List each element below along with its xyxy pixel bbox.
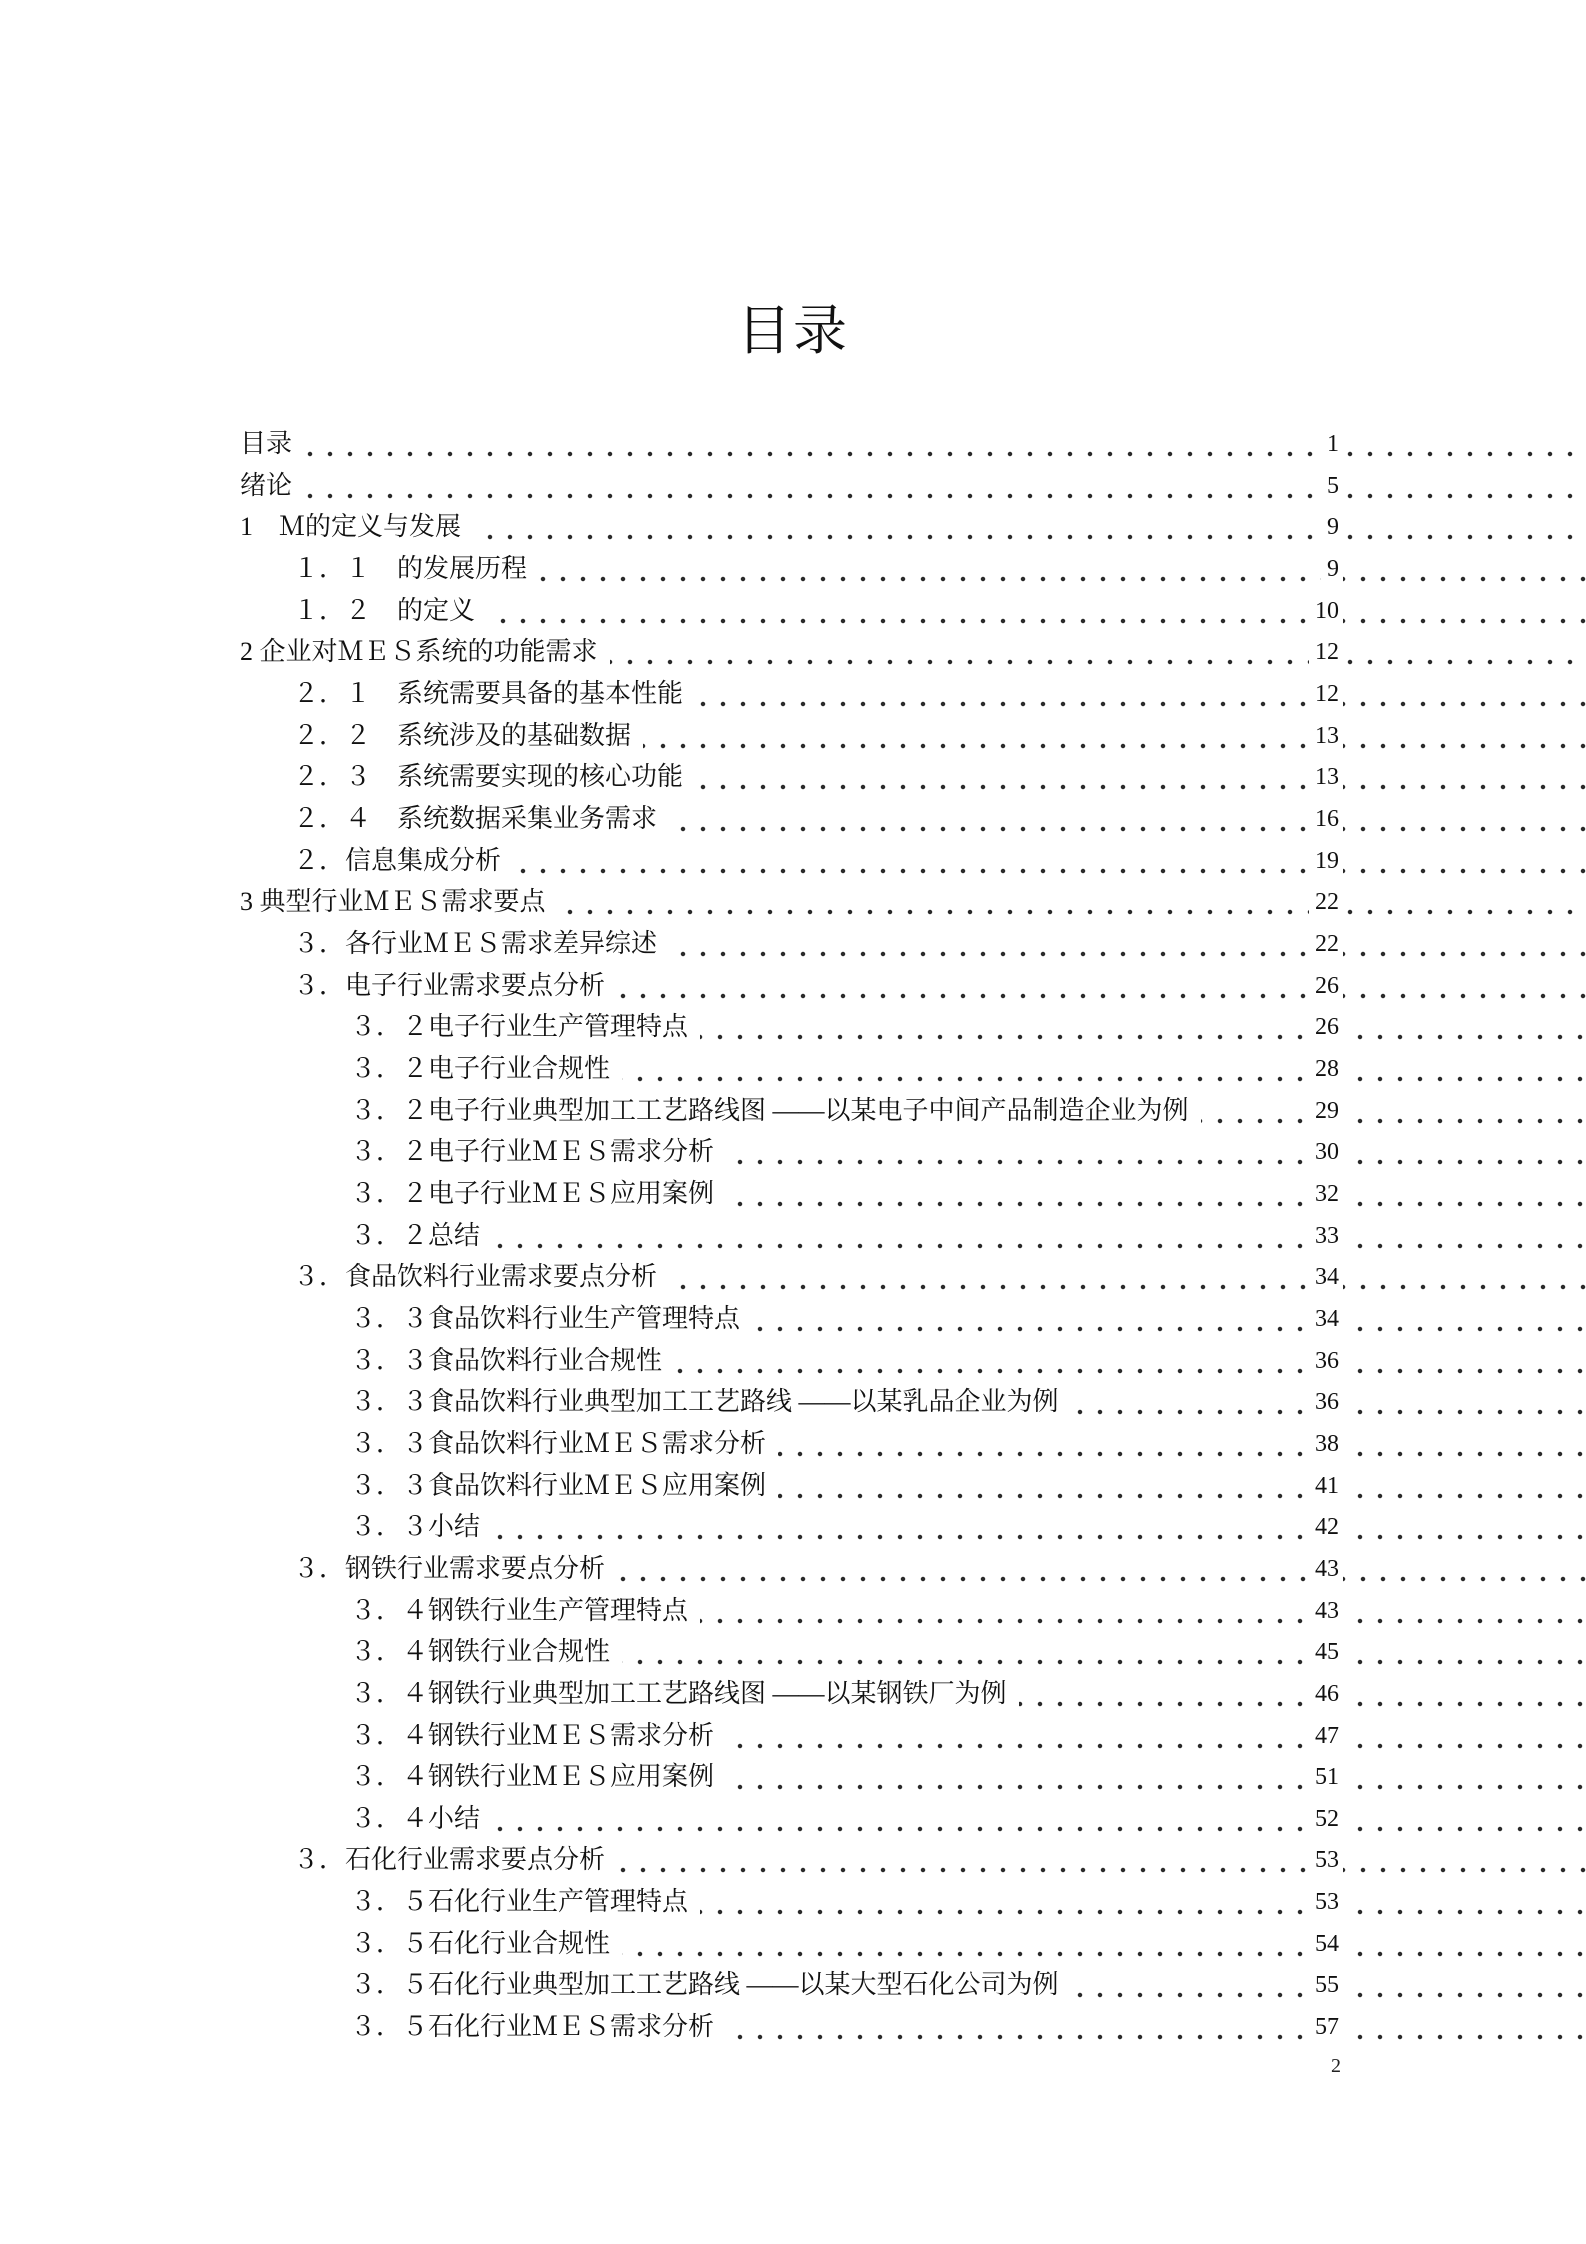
- toc-entry-page-number: 52: [1309, 1798, 1343, 1840]
- toc-entry-title: ３．石化行业需求要点分析: [293, 1839, 617, 1881]
- toc-entry-page-number: 42: [1309, 1506, 1343, 1548]
- toc-entry[interactable]: [350, 1006, 1586, 1048]
- toc-entry-title: ３．５石化行业生产管理特点: [350, 1881, 700, 1923]
- toc-entry-page-number: 41: [1309, 1465, 1343, 1507]
- toc-entry-title: ３．４钢铁行业ＭＥＳ应用案例: [350, 1756, 726, 1798]
- toc-entry[interactable]: [350, 1673, 1586, 1715]
- toc-entry-title: ３．２电子行业典型加工工艺路线图 ——以某电子中间产品制造企业为例: [350, 1090, 1201, 1132]
- toc-entry[interactable]: [293, 798, 1586, 840]
- toc-entry[interactable]: [350, 1506, 1586, 1548]
- toc-entry-page-number: 13: [1309, 756, 1343, 798]
- toc-entry[interactable]: [350, 1131, 1586, 1173]
- toc-entry-title: 1 Ｍ的定义与发展: [240, 506, 473, 548]
- toc-entry-title: ３．食品饮料行业需求要点分析: [293, 1256, 669, 1298]
- toc-entry-title: ３．电子行业需求要点分析: [293, 965, 617, 1007]
- toc-entry-page-number: 53: [1309, 1839, 1343, 1881]
- toc-entry-title: ３．５石化行业合规性: [350, 1923, 622, 1965]
- toc-entry[interactable]: [240, 881, 1586, 923]
- toc-entry-title: １．２ 的定义: [293, 590, 487, 632]
- toc-entry-page-number: 51: [1309, 1756, 1343, 1798]
- toc-entry-title: ３．２电子行业生产管理特点: [350, 1006, 700, 1048]
- toc-entry-page-number: 26: [1309, 1006, 1343, 1048]
- toc-entry-page-number: 13: [1309, 715, 1343, 757]
- toc-entry-page-number: 36: [1309, 1381, 1343, 1423]
- toc-entry[interactable]: [350, 1340, 1586, 1382]
- toc-entry-title: ３．３食品饮料行业合规性: [350, 1340, 674, 1382]
- toc-entry-title: 目录: [240, 423, 304, 465]
- toc-entry[interactable]: [350, 1465, 1586, 1507]
- toc-entry-title: ３．３食品饮料行业ＭＥＳ应用案例: [350, 1465, 778, 1507]
- toc-entry-title: ２．１ 系统需要具备的基本性能: [293, 673, 695, 715]
- toc-entry-title: ３．４钢铁行业合规性: [350, 1631, 622, 1673]
- toc-entry-page-number: 26: [1309, 965, 1343, 1007]
- toc-entry-page-number: 57: [1309, 2006, 1343, 2048]
- toc-entry[interactable]: [350, 2006, 1586, 2048]
- toc-entry-title: ３．２电子行业合规性: [350, 1048, 622, 1090]
- toc-entry[interactable]: [350, 1381, 1586, 1423]
- toc-entry-title: ３．３食品饮料行业ＭＥＳ需求分析: [350, 1423, 778, 1465]
- toc-entry-title: ２．４ 系统数据采集业务需求: [293, 798, 669, 840]
- toc-entry[interactable]: [293, 673, 1586, 715]
- toc-entry-title: ２．信息集成分析: [293, 840, 513, 882]
- toc-entry-title: ３．２电子行业ＭＥＳ需求分析: [350, 1131, 726, 1173]
- toc-entry[interactable]: [293, 840, 1586, 882]
- toc-entry[interactable]: [293, 756, 1586, 798]
- toc-entry-page-number: 53: [1309, 1881, 1343, 1923]
- toc-entry[interactable]: [293, 715, 1586, 757]
- toc-entry-title: ３．２电子行业ＭＥＳ应用案例: [350, 1173, 726, 1215]
- toc-entry-page-number: 34: [1309, 1298, 1343, 1340]
- toc-entry-page-number: 22: [1309, 923, 1343, 965]
- toc-entry[interactable]: [293, 1256, 1586, 1298]
- toc-entry-page-number: 9: [1321, 506, 1343, 548]
- toc-entry-page-number: 9: [1321, 548, 1343, 590]
- toc-entry-page-number: 12: [1309, 631, 1343, 673]
- toc-entry[interactable]: [350, 1298, 1586, 1340]
- toc-entry-title: ３．４小结: [350, 1798, 492, 1840]
- toc-entry-page-number: 43: [1309, 1590, 1343, 1632]
- toc-entry-title: ３．４钢铁行业典型加工工艺路线图 ——以某钢铁厂为例: [350, 1673, 1019, 1715]
- toc-entry-page-number: 55: [1309, 1964, 1343, 2006]
- toc-entry-page-number: 45: [1309, 1631, 1343, 1673]
- toc-entry-title: ３．各行业ＭＥＳ需求差异综述: [293, 923, 669, 965]
- toc-entry[interactable]: [350, 1631, 1586, 1673]
- toc-entry[interactable]: [240, 423, 1586, 465]
- toc-entry[interactable]: [350, 1756, 1586, 1798]
- toc-entry-title: 2 企业对ＭＥＳ系统的功能需求: [240, 631, 610, 673]
- toc-entry-page-number: 33: [1309, 1215, 1343, 1257]
- toc-entry[interactable]: [350, 1715, 1586, 1757]
- toc-entry-page-number: 16: [1309, 798, 1343, 840]
- toc-entry[interactable]: [350, 1173, 1586, 1215]
- toc-entry[interactable]: [293, 965, 1586, 1007]
- toc-entry[interactable]: [350, 1798, 1586, 1840]
- toc-entry-title: 3 典型行业ＭＥＳ需求要点: [240, 881, 558, 923]
- toc-entry-title: ２．３ 系统需要实现的核心功能: [293, 756, 695, 798]
- toc-entry[interactable]: [240, 465, 1586, 507]
- toc-entry[interactable]: [293, 548, 1586, 590]
- toc-entry-page-number: 28: [1309, 1048, 1343, 1090]
- page-title: 目录: [737, 301, 849, 361]
- toc-entry[interactable]: [240, 631, 1586, 673]
- toc-entry-page-number: 22: [1309, 881, 1343, 923]
- toc-entry-page-number: 32: [1309, 1173, 1343, 1215]
- toc-entry[interactable]: [240, 506, 1586, 548]
- toc-entry[interactable]: [350, 1423, 1586, 1465]
- toc-entry-page-number: 43: [1309, 1548, 1343, 1590]
- toc-entry-title: ３．５石化行业典型加工工艺路线 ——以某大型石化公司为例: [350, 1964, 1071, 2006]
- toc-entry-title: １．１ 的发展历程: [293, 548, 539, 590]
- toc-entry-page-number: 38: [1309, 1423, 1343, 1465]
- toc-entry[interactable]: [350, 1590, 1586, 1632]
- toc-entry-page-number: 19: [1309, 840, 1343, 882]
- toc-entry-title: ３．４钢铁行业ＭＥＳ需求分析: [350, 1715, 726, 1757]
- toc-entry-page-number: 12: [1309, 673, 1343, 715]
- toc-entry[interactable]: [350, 1090, 1586, 1132]
- toc-entry-page-number: 10: [1309, 590, 1343, 632]
- toc-entry[interactable]: [293, 1548, 1586, 1590]
- toc-entry[interactable]: [350, 1881, 1586, 1923]
- toc-entry-title: ３．２总结: [350, 1215, 492, 1257]
- footer-page-number: 2: [1331, 2055, 1341, 2077]
- toc-entry[interactable]: [293, 1839, 1586, 1881]
- toc-entry-title: ２．２ 系统涉及的基础数据: [293, 715, 643, 757]
- toc-entry-page-number: 47: [1309, 1715, 1343, 1757]
- toc-entry-title: 绪论: [240, 465, 304, 507]
- toc-entry-page-number: 29: [1309, 1090, 1343, 1132]
- toc-entry-page-number: 1: [1321, 423, 1343, 465]
- toc-entry-page-number: 5: [1321, 465, 1343, 507]
- toc-entry-page-number: 34: [1309, 1256, 1343, 1298]
- toc-entry-page-number: 36: [1309, 1340, 1343, 1382]
- toc-entry[interactable]: [350, 1048, 1586, 1090]
- toc-entry-title: ３．钢铁行业需求要点分析: [293, 1548, 617, 1590]
- toc-entry-page-number: 46: [1309, 1673, 1343, 1715]
- toc-entry-page-number: 54: [1309, 1923, 1343, 1965]
- toc-entry[interactable]: [350, 1964, 1586, 2006]
- toc-entry-title: ３．３食品饮料行业典型加工工艺路线 ——以某乳品企业为例: [350, 1381, 1071, 1423]
- toc-entry-title: ３．５石化行业ＭＥＳ需求分析: [350, 2006, 726, 2048]
- toc-entry[interactable]: [350, 1215, 1586, 1257]
- toc-entry[interactable]: [293, 590, 1586, 632]
- toc-entry-title: ３．３食品饮料行业生产管理特点: [350, 1298, 752, 1340]
- toc-entry[interactable]: [350, 1923, 1586, 1965]
- toc-entry-title: ３．４钢铁行业生产管理特点: [350, 1590, 700, 1632]
- toc-entry-title: ３．３小结: [350, 1506, 492, 1548]
- toc-entry[interactable]: [293, 923, 1586, 965]
- toc-entry-page-number: 30: [1309, 1131, 1343, 1173]
